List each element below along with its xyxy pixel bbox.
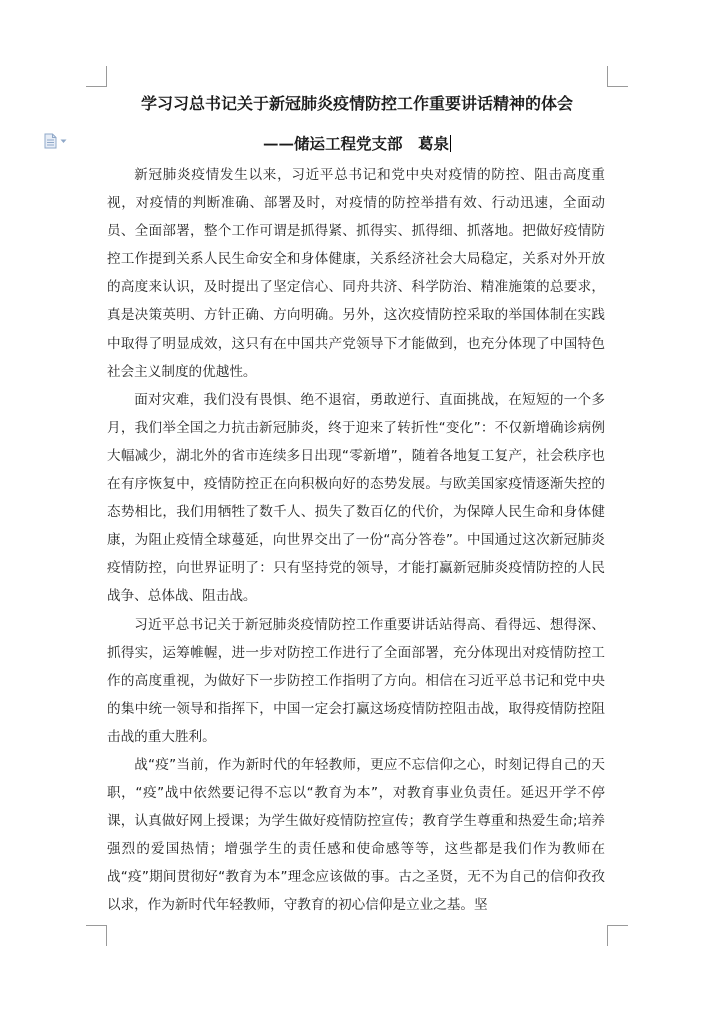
paragraph: 战“疫”当前，作为新时代的年轻教师，更应不忘信仰之心，时刻记得自己的天职，“疫”战中依然要记得不忘以“教育为本”，对教育事业负责任。延迟开学不停课，认真做好网上授课；为学生做好疫情防控宣传；教育学生尊重和热爱生命;培养强烈的爱国热情；增强学生的责任感和使命感等等，这些都是我们作为教师在战“疫”期间贯彻好“教育为本”理念应该做的事。古之圣贤，无不为自己的信仰孜孜以求，作为新时代年轻教师，守教育的初心信仰是立业之基。坚 <box>107 756 605 914</box>
document-menu-button[interactable] <box>44 131 74 151</box>
chevron-down-icon <box>60 139 67 144</box>
paragraph: 面对灾难，我们没有畏惧、绝不退宿，勇敢逆行、直面挑战，在短短的一个多月，我们举全国之力抗击新冠肺炎，终于迎来了转折性“变化”：不仅新增确诊病例大幅减少，湖北外的省市连续多日出现“零新增”，随着各地复工复产，社会秩序也在有序恢复中，疫情防控正在向积极向好的态势发展。与欧美国家疫情逐渐失控的态势相比，我们用牺牲了数千人、损失了数百亿的代价，为保障人民生命和身体健康，为阻止疫情全球蔓延，向世界交出了一份“高分答卷”。中国通过这次新冠肺炎疫情防控，向世界证明了：只有坚持党的领导，才能打赢新冠肺炎疫情防控的人民战争、总体战、阻击战。 <box>107 391 605 605</box>
crop-mark-bottom-right <box>607 925 628 946</box>
paragraph: 习近平总书记关于新冠肺炎疫情防控工作重要讲话站得高、看得远、想得深、抓得实，运筹帷幄，进一步对防控工作进行了全面部署，充分体现出对疫情防控工作的高度重视，为做好下一步防控工作指明了方向。相信在习近平总书记和党中央的集中统一领导和指挥下，中国一定会打赢这场疫情防控阻击战，取得疫情防控阻击战的重大胜利。 <box>107 616 605 745</box>
document-body[interactable] <box>107 161 605 925</box>
crop-mark-top-left <box>86 66 107 87</box>
crop-mark-top-right <box>607 66 628 87</box>
document-icon <box>44 133 57 149</box>
subtitle-text: ——储运工程党支部 葛泉 <box>262 134 449 153</box>
document-title: 学习习总书记关于新冠肺炎疫情防控工作重要讲话精神的体会 <box>140 94 573 113</box>
document-subtitle[interactable] <box>107 130 607 158</box>
crop-mark-bottom-left <box>86 925 107 946</box>
text-cursor <box>450 135 451 152</box>
paragraph: 新冠肺炎疫情发生以来，习近平总书记和党中央对疫情的防控、阻击高度重视，对疫情的判断准确、部署及时，对疫情的防控举措有效、行动迅速，全面动员、全面部署，整个工作可谓是抓得紧、抓得实、抓得细、抓落地。把做好疫情防控工作提到关系人民生命安全和身体健康，关系经济社会大局稳定，关系对外开放的高度来认识，及时提出了坚定信心、同舟共济、科学防治、精准施策的总要求，真是决策英明、方针正确、方向明确。另外，这次疫情防控采取的举国体制在实践中取得了明显成效，这只有在中国共产党领导下才能做到，也充分体现了中国特色社会主义制度的优越性。 <box>107 167 605 380</box>
